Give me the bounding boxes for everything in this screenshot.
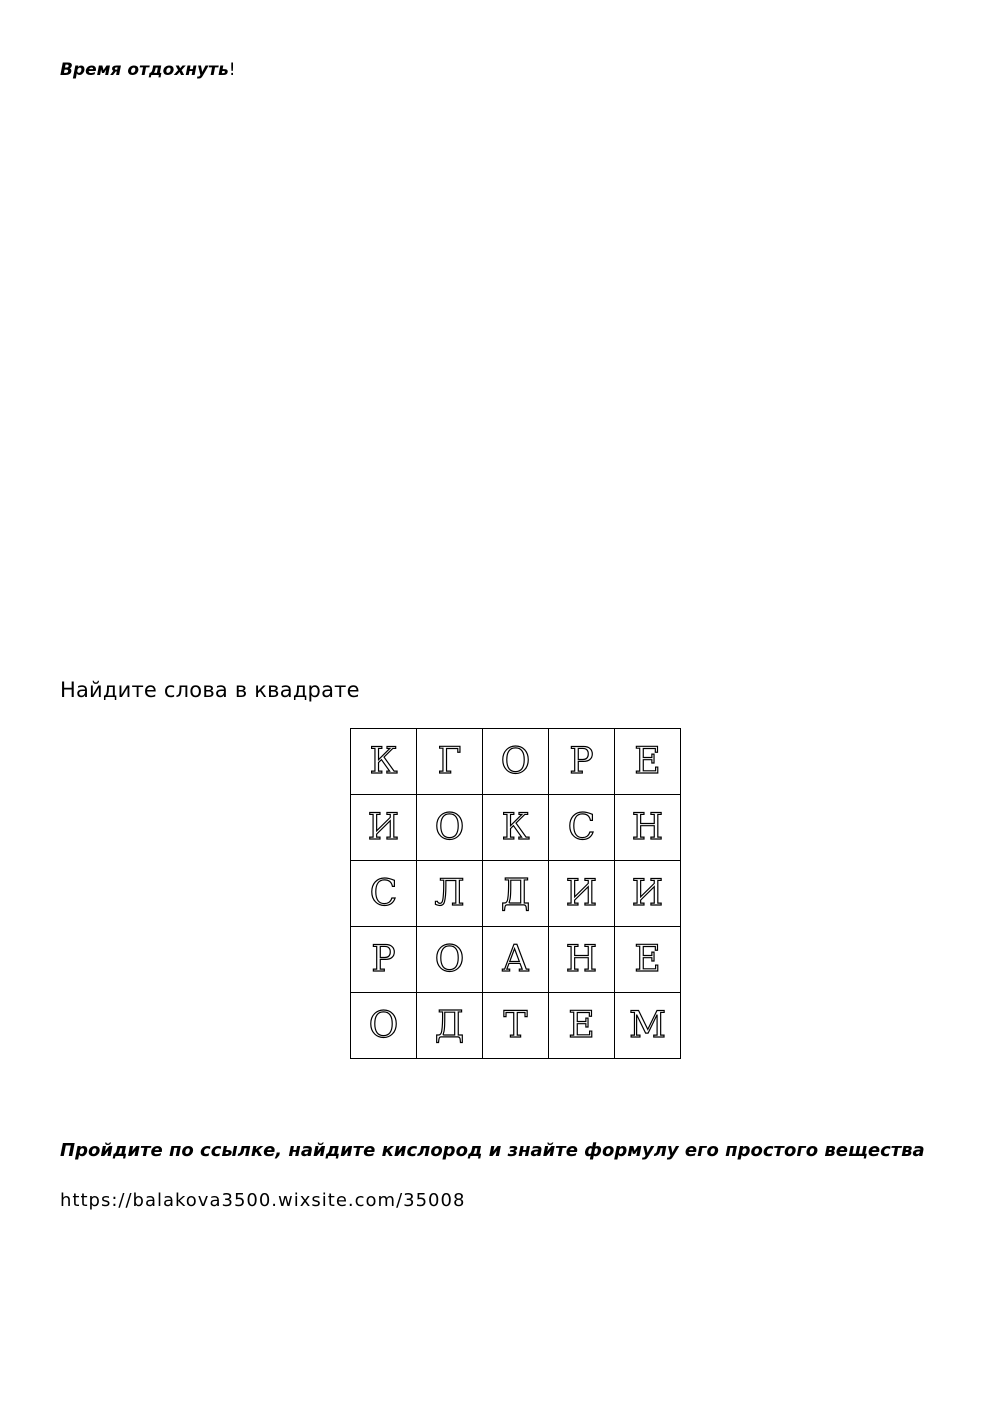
task-link[interactable]: https://balakova3500.wixsite.com/35008 (60, 1190, 466, 1211)
grid-cell: О (417, 927, 483, 993)
grid-cell: К (351, 729, 417, 795)
word-search-instruction: Найдите слова в квадрате (60, 678, 360, 702)
grid-cell: М (615, 993, 681, 1059)
grid-cell: С (351, 861, 417, 927)
grid-cell: А (483, 927, 549, 993)
grid-cell: К (483, 795, 549, 861)
grid-cell: Т (483, 993, 549, 1059)
grid-cell: О (417, 795, 483, 861)
grid-row (351, 927, 681, 993)
grid-cell: Н (549, 927, 615, 993)
page-heading (60, 60, 236, 80)
grid-cell: О (483, 729, 549, 795)
grid-cell: И (351, 795, 417, 861)
heading-text: Время отдохнуть (60, 60, 229, 80)
grid-cell: Р (351, 927, 417, 993)
grid-cell: Е (615, 927, 681, 993)
grid-cell: И (615, 861, 681, 927)
grid-row (351, 729, 681, 795)
grid-cell: Н (615, 795, 681, 861)
grid-row (351, 861, 681, 927)
grid-cell: Д (483, 861, 549, 927)
task-instruction: Пройдите по ссылке, найдите кислород и знайте формулу его простого вещества (60, 1140, 925, 1161)
grid-cell: И (549, 861, 615, 927)
word-search-grid (350, 728, 681, 1059)
grid-cell: Е (615, 729, 681, 795)
grid-row (351, 795, 681, 861)
grid-cell: С (549, 795, 615, 861)
grid-row (351, 993, 681, 1059)
grid-cell: Е (549, 993, 615, 1059)
grid-cell: О (351, 993, 417, 1059)
grid-cell: Л (417, 861, 483, 927)
grid-cell: Д (417, 993, 483, 1059)
heading-exclamation: ! (228, 60, 236, 80)
grid-cell: Г (417, 729, 483, 795)
grid-cell: Р (549, 729, 615, 795)
